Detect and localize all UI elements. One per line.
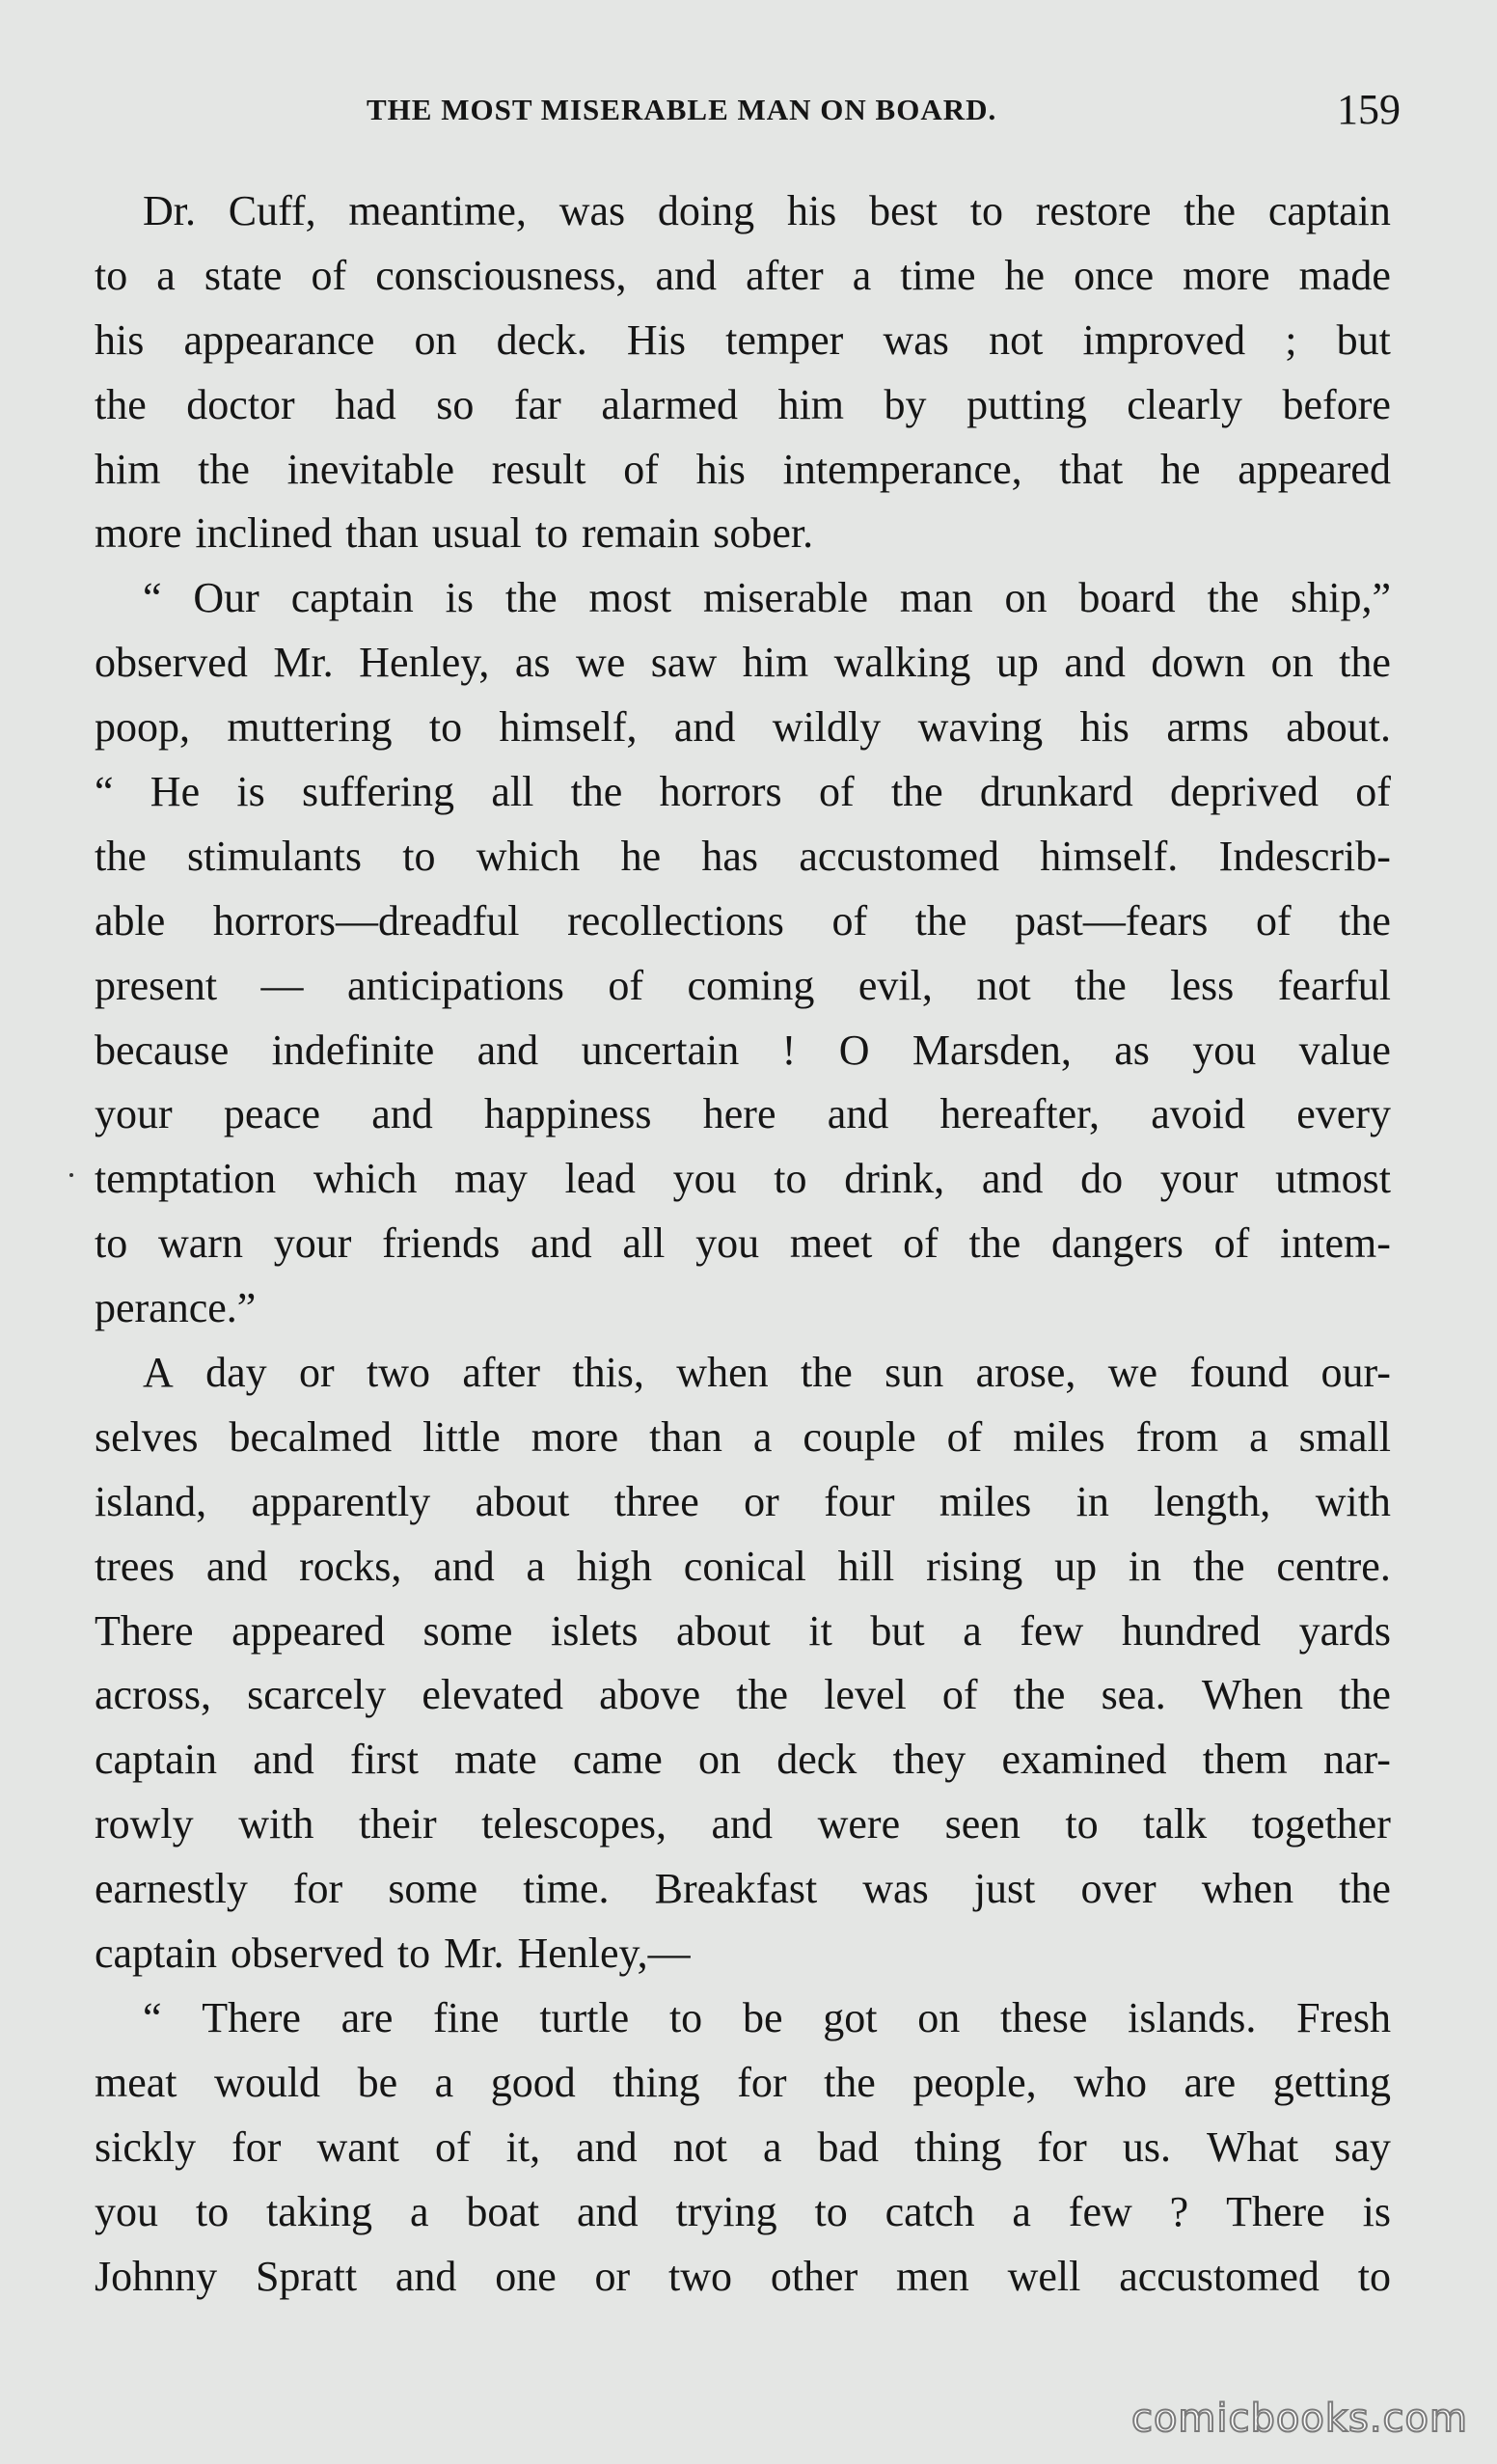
text-line: to a state of consciousness, and after a time he once more made: [95, 251, 1391, 299]
text-line: present — anticipations of coming evil, not the less fearful: [95, 961, 1391, 1009]
page-number: 159: [1337, 86, 1401, 133]
text-line: rowly with their telescopes, and were seen to talk together: [95, 1800, 1391, 1848]
text-line: selves becalmed little more than a couple of miles from a small: [95, 1412, 1391, 1461]
text-line: trees and rocks, and a high conical hill rising up in the centre.: [95, 1542, 1391, 1590]
watermark: comicbooks.com: [1130, 2396, 1468, 2441]
text-line: There appeared some islets about it but a few hundred yards: [95, 1606, 1391, 1655]
text-line: across, scarcely elevated above the level of the sea. When the: [95, 1671, 1391, 1719]
text-line: Dr. Cuff, meantime, was doing his best to restore the captain: [143, 187, 1391, 234]
text-line: you to taking a boat and trying to catch a few ? There is: [95, 2187, 1391, 2235]
text-line: because indefinite and uncertain ! O Marsden, as you value: [95, 1026, 1391, 1074]
text-line: meat would be a good thing for the people, who are getting: [95, 2058, 1391, 2106]
text-line: perance.”: [95, 1284, 257, 1332]
text-line: Johnny Spratt and one or two other men well accustomed to: [95, 2252, 1391, 2300]
text-line: “ He is suffering all the horrors of the drunkard deprived of: [95, 768, 1391, 816]
text-line: to warn your friends and all you meet of the dangers of intem-: [95, 1219, 1391, 1268]
text-line: more inclined than usual to remain sober.: [95, 509, 814, 558]
text-line: the doctor had so far alarmed him by putting clearly before: [95, 380, 1391, 428]
text-line: poop, muttering to himself, and wildly waving his arms about.: [95, 703, 1391, 752]
text-line: able horrors—dreadful recollections of the past—fears of the: [95, 896, 1391, 945]
running-header: THE MOST MISERABLE MAN ON BOARD.: [367, 93, 997, 126]
text-line: sickly for want of it, and not a bad thing for us. What say: [95, 2122, 1391, 2171]
text-line: “ Our captain is the most miserable man on board the ship,”: [143, 574, 1391, 622]
text-line: him the inevitable result of his intemperance, that he appeared: [95, 445, 1391, 493]
text-line: observed Mr. Henley, as we saw him walking up and down on the: [95, 639, 1391, 687]
body-text: [95, 179, 1391, 2309]
text-line: your peace and happiness here and hereafter, avoid every: [95, 1090, 1391, 1138]
text-line: “ There are fine turtle to be got on these islands. Fresh: [143, 1993, 1391, 2041]
text-line: earnestly for some time. Breakfast was just over when the: [95, 1865, 1391, 1913]
text-line: captain observed to Mr. Henley,—: [95, 1930, 691, 1978]
text-line: the stimulants to which he has accustomed himself. Indescrib-: [95, 832, 1391, 880]
margin-mark: [69, 1173, 73, 1177]
text-line: captain and first mate came on deck they examined them nar-: [95, 1736, 1391, 1784]
text-line: island, apparently about three or four miles in length, with: [95, 1477, 1391, 1525]
text-line: A day or two after this, when the sun arose, we found our-: [143, 1349, 1391, 1397]
text-line: his appearance on deck. His temper was not improved ; but: [95, 315, 1391, 364]
text-line: temptation which may lead you to drink, and do your utmost: [95, 1155, 1391, 1203]
